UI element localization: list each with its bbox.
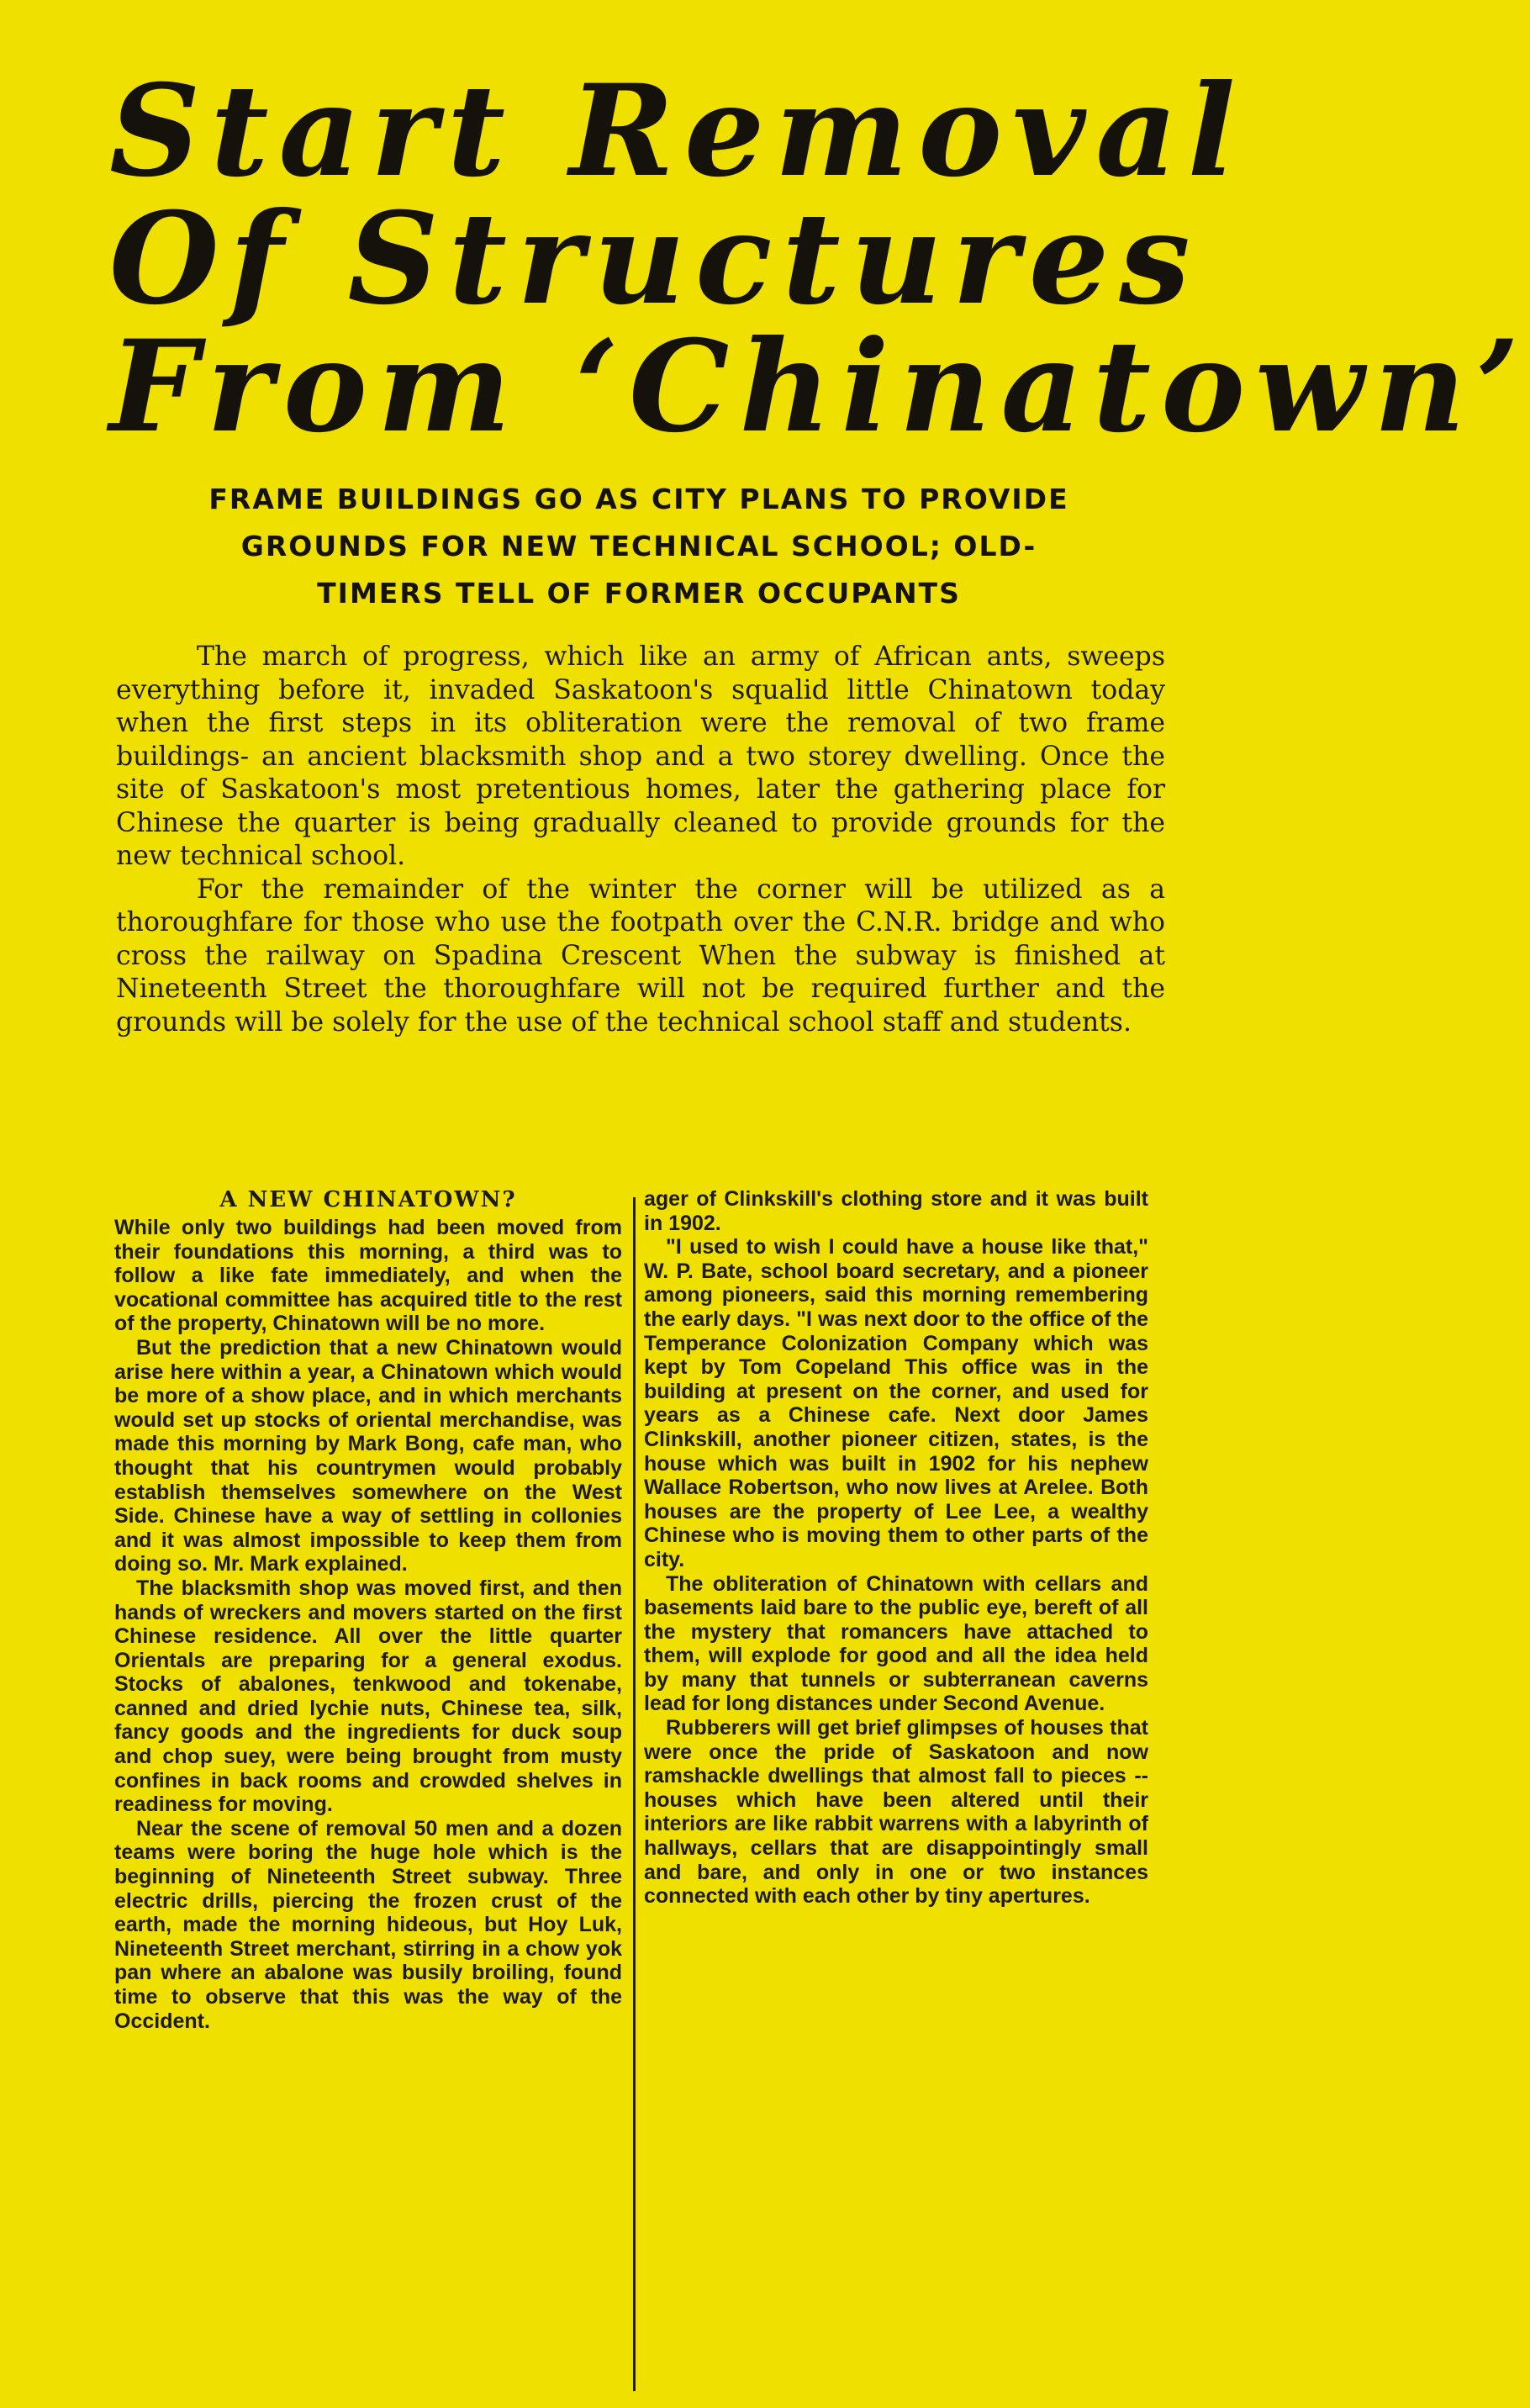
body-paragraph: ager of Clinkskill's clothing store and it was built in 1902. xyxy=(644,1187,1148,1235)
left-column xyxy=(114,1186,622,2033)
body-paragraph: While only two buildings had been moved from their foundations this morning, a third was to follow a like fate immediately, and when the vocational committee has acquired title to the rest of the property, Chinatown will be no more. xyxy=(114,1216,622,1336)
body-paragraph: "I used to wish I could have a house like that," W. P. Bate, school board secretary, and a pioneer among pioneers, said this morning remembering the early days. "I was next door to the office of the Temperance Colonization Company which was kept by Tom Copeland This office was in the building at present on the corner, and used for years as a Chinese cafe. Next door James Clinkskill, another pioneer citizen, states, is the house which was built in 1902 for his nephew Wallace Robertson, who now lives at Arelee. Both houses are the property of Lee Lee, a wealthy Chinese who is moving them to other parts of the city. xyxy=(644,1235,1148,1571)
lead-paragraph: For the remainder of the winter the corner will be utilized as a thoroughfare for those who use the footpath over the C.N.R. bridge and who cross the railway on Spadina Crescent When the subway is finished at Nineteenth Street the thoroughfare will not be required further and the grounds will be solely for the use of the technical school staff and students. xyxy=(116,874,1165,1038)
right-column xyxy=(644,1187,1148,1909)
section-heading: A NEW CHINATOWN? xyxy=(219,1187,517,1212)
deck-line-2: GROUNDS FOR NEW TECHNICAL SCHOOL; OLD- xyxy=(240,530,1037,562)
headline-line-2: Of Structures xyxy=(109,185,1200,333)
body-paragraph: Rubberers will get brief glimpses of houses that were once the pride of Saskatoon and now ramshackle dwellings that almost fall to pieces --houses which have been altered until their interiors are like rabbit warrens with a labyrinth of hallways, cellars that are disappointingly small and bare, and only in one or two instances connected with each other by tiny apertures. xyxy=(644,1716,1148,1909)
headline-line-3: From ‘Chinatown’ xyxy=(109,313,1530,461)
lead-paragraph: The march of progress, which like an army of African ants, sweeps everything before it, invaded Saskatoon's squalid little Chinatown today when the first steps in its obliteration were the removal of two frame buildings- an ancient blacksmith shop and a two storey dwelling. Once the site of Saskatoon's most pretentious homes, later the gathering place for Chinese the quarter is being gradually cleaned to provide grounds for the new technical school. xyxy=(116,642,1165,871)
body-paragraph: But the prediction that a new Chinatown would arise here within a year, a Chinatown which would be more of a show place, and in which merchants would set up stocks of oriental merchandise, was made this morning by Mark Bong, cafe man, who thought that his countrymen would probably establish themselves somewhere on the West Side. Chinese have a way of settling in collonies and it was almost impossible to keep them from doing so. Mr. Mark explained. xyxy=(114,1335,622,1576)
column-rule xyxy=(633,1197,636,2391)
deck-line-1: FRAME BUILDINGS GO AS CITY PLANS TO PROVIDE xyxy=(208,483,1069,515)
deck-line-3: TIMERS TELL OF FORMER OCCUPANTS xyxy=(317,577,961,610)
lead-paragraphs xyxy=(116,641,1165,1039)
headline-line-1: Start Removal xyxy=(109,57,1246,205)
body-paragraph: The obliteration of Chinatown with cellars and basements laid bare to the public eye, bereft of all the mystery that romancers have attached to them, will explode for good and all the idea held by many that tunnels or subterranean caverns lead for long distances under Second Avenue. xyxy=(644,1571,1148,1716)
deck-subheadline xyxy=(113,476,1164,617)
body-paragraph: The blacksmith shop was moved first, and then hands of wreckers and movers started on the first Chinese residence. All over the little quarter Orientals are preparing for a general exodus. Stocks of abalones, tenkwood and tokenabe, canned and dried lychie nuts, Chinese tea, silk, fancy goods and the ingredients for duck soup and chop suey, were being brought from musty confines in back rooms and crowded shelves in readiness for moving. xyxy=(114,1576,622,1817)
body-paragraph: Near the scene of removal 50 men and a dozen teams were boring the huge hole which is the beginning of Nineteenth Street subway. Three electric drills, piercing the frozen crust of the earth, made the morning hideous, but Hoy Luk, Nineteenth Street merchant, stirring in a chow yok pan where an abalone was busily broiling, found time to observe that this was the way of the Occident. xyxy=(114,1816,622,2033)
headline xyxy=(109,57,1530,461)
